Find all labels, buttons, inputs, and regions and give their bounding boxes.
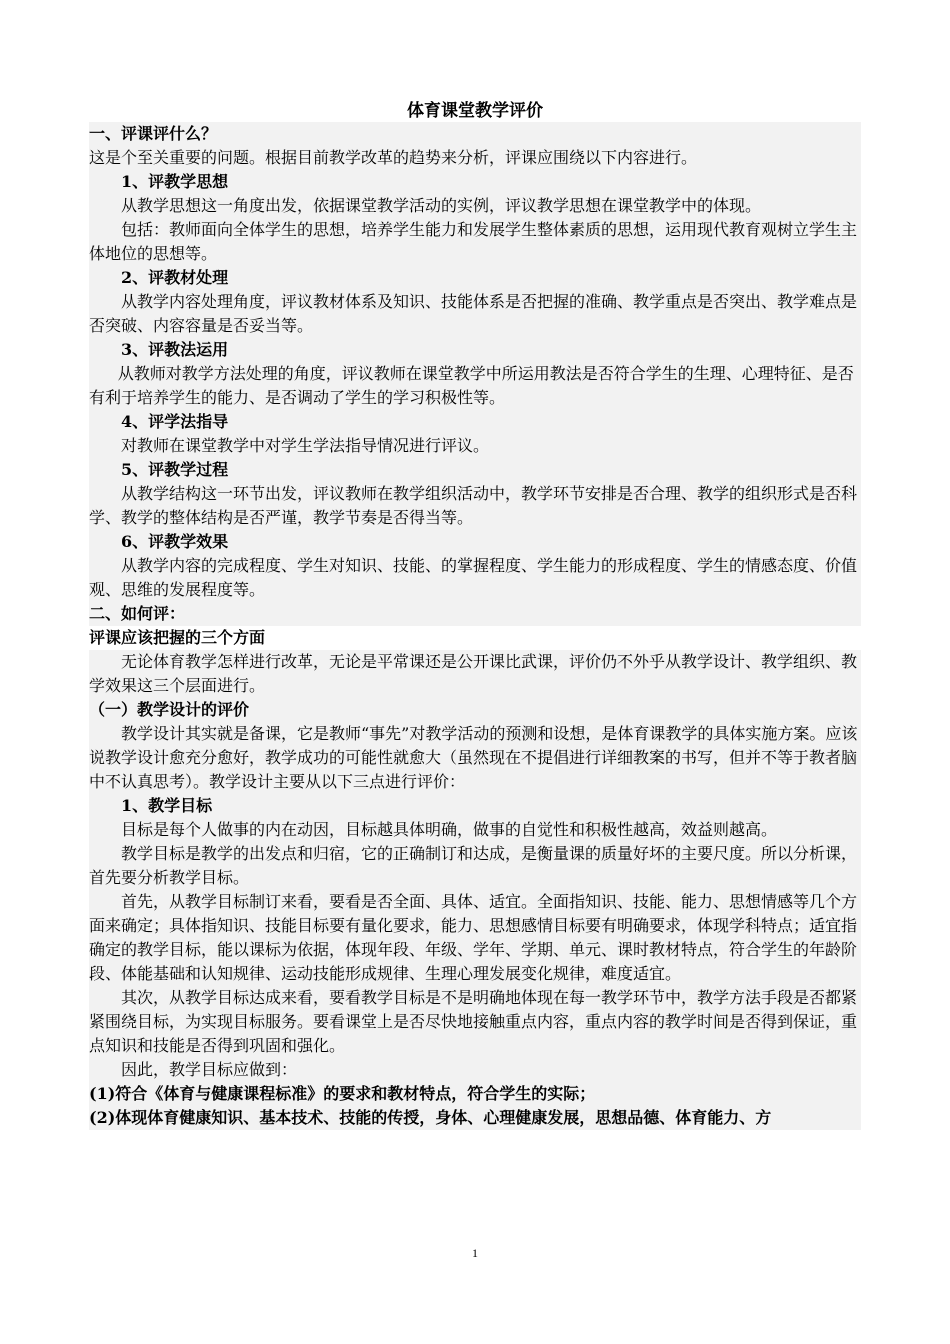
- list-item: (1)符合《体育与健康课程标准》的要求和教材特点，符合学生的实际；: [89, 1082, 861, 1106]
- paragraph: 包括：教师面向全体学生的思想，培养学生能力和发展学生整体素质的思想，运用现代教育观树立学生主体地位的思想等。: [89, 218, 861, 266]
- paragraph: 从教学思想这一角度出发，依据课堂教学活动的实例，评议教学思想在课堂教学中的体现。: [89, 194, 861, 218]
- paragraph: 从教师对教学方法处理的角度，评议教师在课堂教学中所运用教法是否符合学生的生理、心理特征、是否有利于培养学生的能力、是否调动了学生的学习积极性等。: [89, 362, 861, 410]
- section-heading: 二、如何评：: [89, 602, 861, 626]
- section-heading: 评课应该把握的三个方面: [89, 628, 266, 647]
- subsection-heading: 2、评教材处理: [89, 266, 861, 290]
- paragraph: 其次，从教学目标达成来看，要看教学目标是不是明确地体现在每一教学环节中，教学方法手段是否都紧紧围绕目标，为实现目标服务。要看课堂上是否尽快地接触重点内容，重点内容的教学时间是否得到保证，重点知识和技能是否得到巩固和强化。: [89, 986, 861, 1058]
- document-body: [89, 122, 861, 1130]
- paragraph: 无论体育教学怎样进行改革，无论是平常课还是公开课比武课，评价仍不外乎从教学设计、教学组织、教学效果这三个层面进行。: [89, 650, 861, 698]
- document-title: 体育课堂教学评价: [407, 101, 543, 121]
- subsection-heading: 1、教学目标: [89, 794, 861, 818]
- subsection-heading: 1、评教学思想: [89, 170, 861, 194]
- paragraph: 从教学结构这一环节出发，评议教师在教学组织活动中，教学环节安排是否合理、教学的组织形式是否科学、教学的整体结构是否严谨，教学节奏是否得当等。: [89, 482, 861, 530]
- list-item: (2)体现体育健康知识、基本技术、技能的传授，身体、心理健康发展，思想品德、体育能力、方: [89, 1106, 861, 1130]
- paragraph: 教学设计其实就是备课，它是教师“事先”对教学活动的预测和设想，是体育课教学的具体实施方案。应该说教学设计愈充分愈好，教学成功的可能性就愈大（虽然现在不提倡进行详细教案的书写，但并不等于教者脑中不认真思考）。教学设计主要从以下三点进行评价：: [89, 722, 861, 794]
- paragraph: 因此，教学目标应做到：: [89, 1058, 861, 1082]
- document-page: [89, 100, 861, 1130]
- paragraph: 从教学内容的完成程度、学生对知识、技能、的掌握程度、学生能力的形成程度、学生的情感态度、价值观、思维的发展程度等。: [89, 554, 861, 602]
- page-number: 1: [472, 1246, 478, 1260]
- section-heading: 一、评课评什么？: [89, 122, 861, 146]
- section-heading: （一）教学设计的评价: [89, 698, 861, 722]
- paragraph: 从教学内容处理角度，评议教材体系及知识、技能体系是否把握的准确、教学重点是否突出、教学难点是否突破、内容容量是否妥当等。: [89, 290, 861, 338]
- paragraph: 目标是每个人做事的内在动因，目标越具体明确，做事的自觉性和积极性越高，效益则越高。: [89, 818, 861, 842]
- paragraph: 首先，从教学目标制订来看，要看是否全面、具体、适宜。全面指知识、技能、能力、思想情感等几个方面来确定；具体指知识、技能目标要有量化要求，能力、思想感情目标要有明确要求，体现学科特点；适宜指确定的教学目标，能以课标为依据，体现年段、年级、学年、学期、单元、课时教材特点，符合学生的年龄阶段、体能基础和认知规律、运动技能形成规律、生理心理发展变化规律，难度适宜。: [89, 890, 861, 986]
- subsection-heading: 5、评教学过程: [89, 458, 861, 482]
- paragraph: 对教师在课堂教学中对学生学法指导情况进行评议。: [89, 434, 861, 458]
- subsection-heading: 6、评教学效果: [89, 530, 861, 554]
- subsection-heading: 4、评学法指导: [89, 410, 861, 434]
- paragraph: 教学目标是教学的出发点和归宿，它的正确制订和达成，是衡量课的质量好坏的主要尺度。所以分析课，首先要分析教学目标。: [89, 842, 861, 890]
- subsection-heading: 3、评教法运用: [89, 338, 861, 362]
- paragraph: 这是个至关重要的问题。根据目前教学改革的趋势来分析，评课应围绕以下内容进行。: [89, 146, 861, 170]
